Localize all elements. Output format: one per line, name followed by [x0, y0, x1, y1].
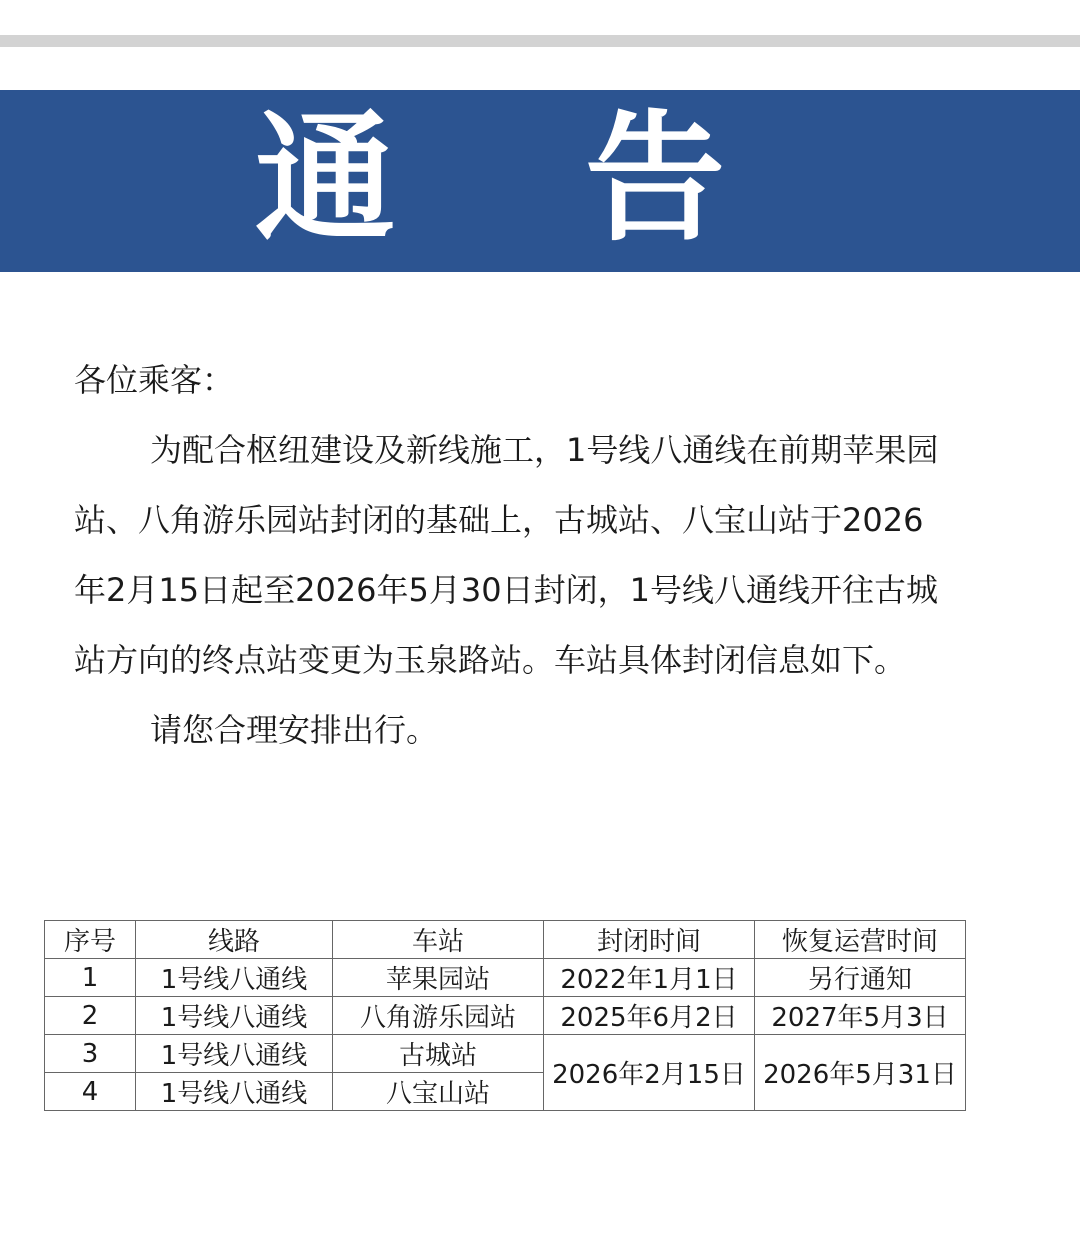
notice-body	[74, 345, 954, 765]
row-number: 2	[45, 997, 136, 1035]
header-line: 线路	[136, 921, 333, 959]
row-reopen-date: 2027年5月3日	[755, 997, 966, 1035]
row-station: 苹果园站	[333, 959, 544, 997]
title-char-2: 告	[584, 98, 725, 261]
row-station: 八角游乐园站	[333, 997, 544, 1035]
header-station: 车站	[333, 921, 544, 959]
row-closed-date: 2025年6月2日	[544, 997, 755, 1035]
table-row	[45, 1035, 966, 1073]
row-number: 1	[45, 959, 136, 997]
salutation: 各位乘客：	[74, 361, 235, 399]
notice-paragraph-2: 请您合理安排出行。	[150, 711, 439, 749]
table-row	[45, 959, 966, 997]
row-reopen-date: 2026年5月31日	[755, 1035, 966, 1111]
header-closed-date: 封闭时间	[544, 921, 755, 959]
row-number: 4	[45, 1073, 136, 1111]
row-line: 1号线八通线	[136, 1073, 333, 1111]
notice-title	[255, 100, 725, 260]
title-char-1: 通	[255, 98, 396, 261]
table-header-row	[45, 921, 966, 959]
row-line: 1号线八通线	[136, 959, 333, 997]
table-row	[45, 997, 966, 1035]
header-reopen-date: 恢复运营时间	[755, 921, 966, 959]
header-number: 序号	[45, 921, 136, 959]
station-closure-table	[44, 920, 966, 1111]
row-station: 古城站	[333, 1035, 544, 1073]
row-line: 1号线八通线	[136, 1035, 333, 1073]
top-divider-bar	[0, 35, 1080, 47]
row-station: 八宝山站	[333, 1073, 544, 1111]
row-closed-date: 2026年2月15日	[544, 1035, 755, 1111]
notice-paragraph-1: 为配合枢纽建设及新线施工，1号线八通线在前期苹果园站、八角游乐园站封闭的基础上，古城站、八宝山站于2026年2月15日起至2026年5月30日封闭，1号线八通线开往古城站方向的终点站变更为玉泉路站。车站具体封闭信息如下。	[74, 431, 939, 679]
row-reopen-date: 另行通知	[755, 959, 966, 997]
row-line: 1号线八通线	[136, 997, 333, 1035]
row-closed-date: 2022年1月1日	[544, 959, 755, 997]
row-number: 3	[45, 1035, 136, 1073]
